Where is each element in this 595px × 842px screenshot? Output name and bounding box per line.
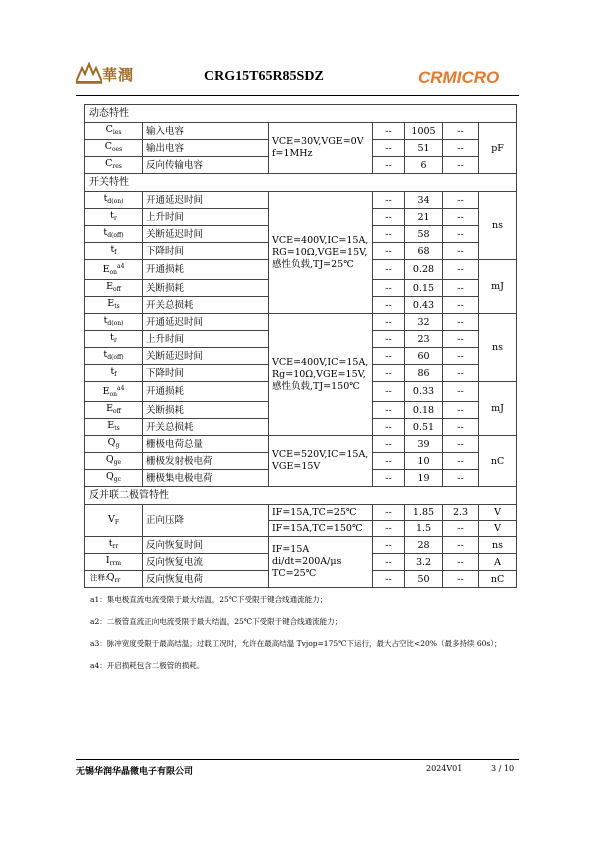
typ-value: 0.33	[405, 382, 443, 402]
unit-cell: nC	[479, 571, 517, 588]
param-name: 输出电容	[143, 140, 269, 157]
min-value: --	[373, 314, 405, 331]
param-name: 关断损耗	[143, 402, 269, 419]
max-value: --	[443, 157, 479, 174]
typ-value: 19	[405, 470, 443, 487]
section-title-dynamic: 动态特性	[85, 105, 517, 123]
symbol-cell: $C_{res}$	[85, 157, 143, 174]
min-value: --	[373, 209, 405, 226]
min-value: --	[373, 243, 405, 260]
typ-value: 68	[405, 243, 443, 260]
typ-value: 1005	[405, 123, 443, 140]
typ-value: 0.18	[405, 402, 443, 419]
typ-value: 0.15	[405, 280, 443, 297]
min-value: --	[373, 280, 405, 297]
symbol-cell: $t_f$	[85, 365, 143, 382]
max-value: --	[443, 280, 479, 297]
min-value: --	[373, 521, 405, 537]
min-value: --	[373, 123, 405, 140]
typ-value: 28	[405, 537, 443, 554]
max-value: --	[443, 402, 479, 419]
unit-cell: mJ	[479, 260, 517, 314]
param-name: 下降时间	[143, 243, 269, 260]
unit-cell: nC	[479, 436, 517, 487]
typ-value: 6	[405, 157, 443, 174]
min-value: --	[373, 382, 405, 402]
unit-cell: ns	[479, 192, 517, 260]
note-a1: a1：集电极直流电流受限于最大结温，25℃下受限于键合线通流能力；	[90, 595, 328, 604]
table-row	[85, 505, 517, 521]
symbol-cell: $C_{oes}$	[85, 140, 143, 157]
typ-value: 1.85	[405, 505, 443, 521]
param-name: 关断延迟时间	[143, 226, 269, 243]
typ-value: 34	[405, 192, 443, 209]
max-value: --	[443, 571, 479, 588]
note-a3: a3：脉冲宽度受限于最高结温；过载工况时，允许在最高结温 Tvjop=175℃下运行，最大占空比<20%（最多持续 60s）；	[90, 639, 502, 648]
min-value: --	[373, 297, 405, 314]
dynamic-characteristics-table	[84, 104, 517, 588]
footer-rule	[76, 759, 519, 760]
symbol-cell: $Q_g$	[85, 436, 143, 453]
param-name: 正向压降	[143, 505, 269, 537]
unit-cell: mJ	[479, 382, 517, 436]
min-value: --	[373, 331, 405, 348]
note-a2: a2：二极管直流正向电流受限于最大结温，25℃下受限于键合线通流能力；	[90, 617, 343, 626]
max-value: --	[443, 470, 479, 487]
document-version: 2024V01	[426, 764, 463, 773]
min-value: --	[373, 192, 405, 209]
symbol-cell: $Q_{gc}$	[85, 470, 143, 487]
max-value: --	[443, 453, 479, 470]
typ-value: 0.51	[405, 419, 443, 436]
huarun-logo-text: 華潤	[102, 66, 135, 84]
param-name: 开通损耗	[143, 260, 269, 280]
param-name: 下降时间	[143, 365, 269, 382]
param-name: 反向恢复电荷	[143, 571, 269, 588]
test-condition: IF=15A,TC=25℃	[269, 505, 373, 521]
section-row	[85, 174, 517, 192]
symbol-cell: $E_{on}^{a4}$	[85, 260, 143, 280]
symbol-cell: $Q_{ge}$	[85, 453, 143, 470]
unit-cell: V	[479, 521, 517, 537]
param-name: 关断损耗	[143, 280, 269, 297]
param-name: 反向传输电容	[143, 157, 269, 174]
max-value: --	[443, 331, 479, 348]
min-value: --	[373, 453, 405, 470]
section-row	[85, 487, 517, 505]
param-name: 关断延迟时间	[143, 348, 269, 365]
param-name: 开通延迟时间	[143, 192, 269, 209]
test-condition: IF=15A,TC=150℃	[269, 521, 373, 537]
typ-value: 32	[405, 314, 443, 331]
param-name: 输入电容	[143, 123, 269, 140]
min-value: --	[373, 140, 405, 157]
max-value: --	[443, 554, 479, 571]
param-name: 反向恢复时间	[143, 537, 269, 554]
max-value: 2.3	[443, 505, 479, 521]
unit-cell: ns	[479, 537, 517, 554]
crmicro-logo-icon	[416, 64, 516, 90]
symbol-cell: $t_{d(on)}$	[85, 314, 143, 331]
param-name: 上升时间	[143, 209, 269, 226]
min-value: --	[373, 260, 405, 280]
typ-value: 21	[405, 209, 443, 226]
typ-value: 0.28	[405, 260, 443, 280]
max-value: --	[443, 123, 479, 140]
max-value: --	[443, 537, 479, 554]
param-name: 栅极电荷总量	[143, 436, 269, 453]
huarun-logo	[76, 62, 140, 88]
max-value: --	[443, 382, 479, 402]
symbol-cell: $t_{d(on)}$	[85, 192, 143, 209]
section-title-diode: 反并联二极管特性	[85, 487, 517, 505]
crmicro-logo	[416, 64, 516, 90]
typ-value: 1.5	[405, 521, 443, 537]
typ-value: 3.2	[405, 554, 443, 571]
param-name: 栅极集电极电荷	[143, 470, 269, 487]
min-value: --	[373, 226, 405, 243]
param-name: 栅极发射极电荷	[143, 453, 269, 470]
unit-cell: V	[479, 505, 517, 521]
part-number: CRG15T65R85SDZ	[204, 69, 324, 84]
symbol-cell: $t_{d(off)}$	[85, 348, 143, 365]
typ-value: 58	[405, 226, 443, 243]
symbol-cell: $E_{on}^{a4}$	[85, 382, 143, 402]
table-row	[85, 537, 517, 554]
max-value: --	[443, 260, 479, 280]
symbol-cell: $t_r$	[85, 331, 143, 348]
section-row	[85, 105, 517, 123]
unit-cell: A	[479, 554, 517, 571]
typ-value: 86	[405, 365, 443, 382]
table-row	[85, 192, 517, 209]
symbol-cell: $t_{d(off)}$	[85, 226, 143, 243]
max-value: --	[443, 521, 479, 537]
unit-cell: ns	[479, 314, 517, 382]
symbol-cell: $t_f$	[85, 243, 143, 260]
symbol-cell: $V_F$	[85, 505, 143, 537]
max-value: --	[443, 140, 479, 157]
symbol-cell: $E_{ts}$	[85, 297, 143, 314]
crmicro-logo-text: CRMICRO	[418, 68, 500, 87]
max-value: --	[443, 226, 479, 243]
page-number: 3 / 10	[491, 764, 515, 773]
header-rule	[76, 95, 519, 96]
test-condition: VCE=520V,IC=15A, VGE=15V	[269, 436, 373, 487]
page-header	[76, 58, 519, 94]
section-title-switching: 开关特性	[85, 174, 517, 192]
unit-cell: pF	[479, 123, 517, 174]
table-row	[85, 436, 517, 453]
symbol-cell: $C_{ies}$	[85, 123, 143, 140]
min-value: --	[373, 348, 405, 365]
test-condition: IF=15A di/dt=200A/μs TC=25℃	[269, 537, 373, 588]
typ-value: 10	[405, 453, 443, 470]
param-name: 开通延迟时间	[143, 314, 269, 331]
max-value: --	[443, 192, 479, 209]
min-value: --	[373, 470, 405, 487]
max-value: --	[443, 243, 479, 260]
table-row	[85, 123, 517, 140]
param-name: 开通损耗	[143, 382, 269, 402]
min-value: --	[373, 537, 405, 554]
max-value: --	[443, 419, 479, 436]
symbol-cell: $t_{rr}$	[85, 537, 143, 554]
max-value: --	[443, 314, 479, 331]
max-value: --	[443, 365, 479, 382]
min-value: --	[373, 365, 405, 382]
test-condition: VCE=400V,IC=15A, RG=10Ω,VGE=15V, 感性负载,TJ=25℃	[269, 192, 373, 314]
min-value: --	[373, 157, 405, 174]
max-value: --	[443, 348, 479, 365]
test-condition: VCE=400V,IC=15A, Rg=10Ω,VGE=15V, 感性负载,TJ=150℃	[269, 314, 373, 436]
param-name: 反向恢复电流	[143, 554, 269, 571]
table-row	[85, 314, 517, 331]
max-value: --	[443, 209, 479, 226]
symbol-cell: $E_{off}$	[85, 280, 143, 297]
typ-value: 39	[405, 436, 443, 453]
test-condition: VCE=30V,VGE=0V f=1MHz	[269, 123, 373, 174]
company-name: 无锡华润华晶微电子有限公司	[76, 767, 194, 777]
max-value: --	[443, 297, 479, 314]
param-name: 上升时间	[143, 331, 269, 348]
typ-value: 23	[405, 331, 443, 348]
typ-value: 60	[405, 348, 443, 365]
min-value: --	[373, 419, 405, 436]
typ-value: 51	[405, 140, 443, 157]
notes-title: 注释:	[90, 573, 108, 582]
min-value: --	[373, 436, 405, 453]
param-name: 开关总损耗	[143, 419, 269, 436]
notes-section	[90, 573, 530, 683]
typ-value: 0.43	[405, 297, 443, 314]
min-value: --	[373, 505, 405, 521]
note-a4: a4：开启损耗包含二极管的损耗。	[90, 661, 205, 670]
min-value: --	[373, 554, 405, 571]
symbol-cell: $E_{ts}$	[85, 419, 143, 436]
param-name: 开关总损耗	[143, 297, 269, 314]
symbol-cell: $Q_{rr}$	[85, 571, 143, 588]
min-value: --	[373, 402, 405, 419]
max-value: --	[443, 436, 479, 453]
typ-value: 50	[405, 571, 443, 588]
min-value: --	[373, 571, 405, 588]
huarun-logo-icon	[76, 62, 102, 84]
symbol-cell: $I_{rrm}$	[85, 554, 143, 571]
symbol-cell: $E_{off}$	[85, 402, 143, 419]
symbol-cell: $t_r$	[85, 209, 143, 226]
